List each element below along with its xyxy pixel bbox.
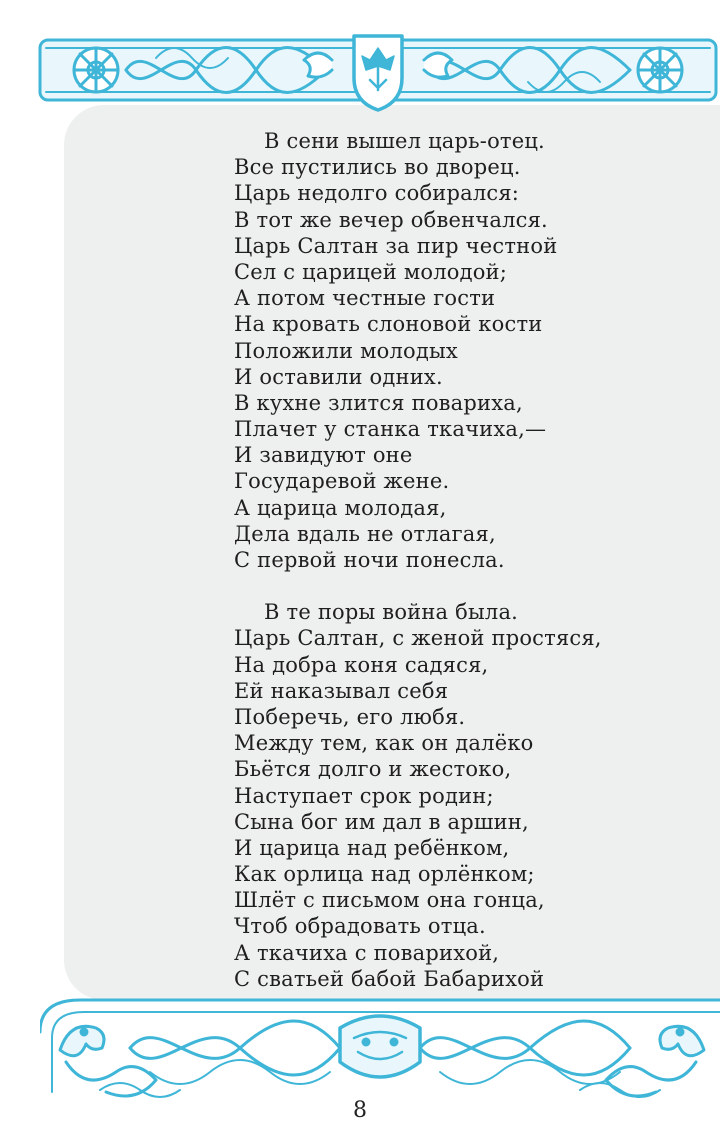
poem-line: Как орлица над орлёнком; [234,862,535,887]
poem-line: Наступает срок родин; [234,783,494,808]
poem-line: Между тем, как он далёко [234,731,534,756]
poem-line: И завидуют оне [234,443,413,468]
poem-line: Ей наказывал себя [234,678,449,703]
poem-line: А потом честные гости [234,286,496,311]
poem-line: Сел с царицей молодой; [234,259,508,284]
poem-line: А царица молодая, [234,495,447,520]
poem-line: С первой ночи понесла. [234,548,505,572]
poem-line: Чтоб обрадовать отца. [234,914,486,939]
poem-line: Плачет у станка ткачиха,— [234,417,547,442]
poem-line: Все пустились во дворец. [234,155,521,180]
poem-line: А ткачиха с поварихой, [234,940,500,965]
poem-line: Царь Салтан за пир честной [234,233,558,258]
poem-line: В сени вышел царь-отец. [264,129,545,153]
poem-line: И царица над ребёнком, [234,835,510,860]
poem-line: На добра коня садяся, [234,652,489,677]
poem-line: В кухне злится повариха, [234,390,523,415]
poem-line: Дела вдаль не отлагая, [234,521,496,546]
poem-line: Сына бог им дал в аршин, [234,809,529,834]
poem [0,128,720,992]
poem-line: Государевой жене. [234,469,450,494]
poem-line: Положили молодых [234,338,458,363]
page-number: 8 [353,1098,367,1123]
poem-line: И оставили одних. [234,364,443,389]
poem-line: Бьётся долго и жестоко, [234,757,512,782]
poem-line: В те поры война была. [264,600,519,625]
poem-line: С сватьей бабой Бабарихой [234,966,545,991]
poem-line: В тот же вечер обвенчался. [234,207,548,232]
poem-line: Царь Салтан, с женой простяся, [234,626,602,651]
poem-line: Шлёт с письмом она гонца, [234,888,545,913]
top-ornament [36,30,720,112]
bottom-ornament [40,992,720,1104]
poem-line: На кровать слоновой кости [234,312,543,337]
poem-line: Поберечь, его любя. [234,704,466,729]
stanza-2 [0,599,720,992]
stanza-1 [0,128,720,573]
poem-line: Царь недолго собирался: [234,181,520,206]
